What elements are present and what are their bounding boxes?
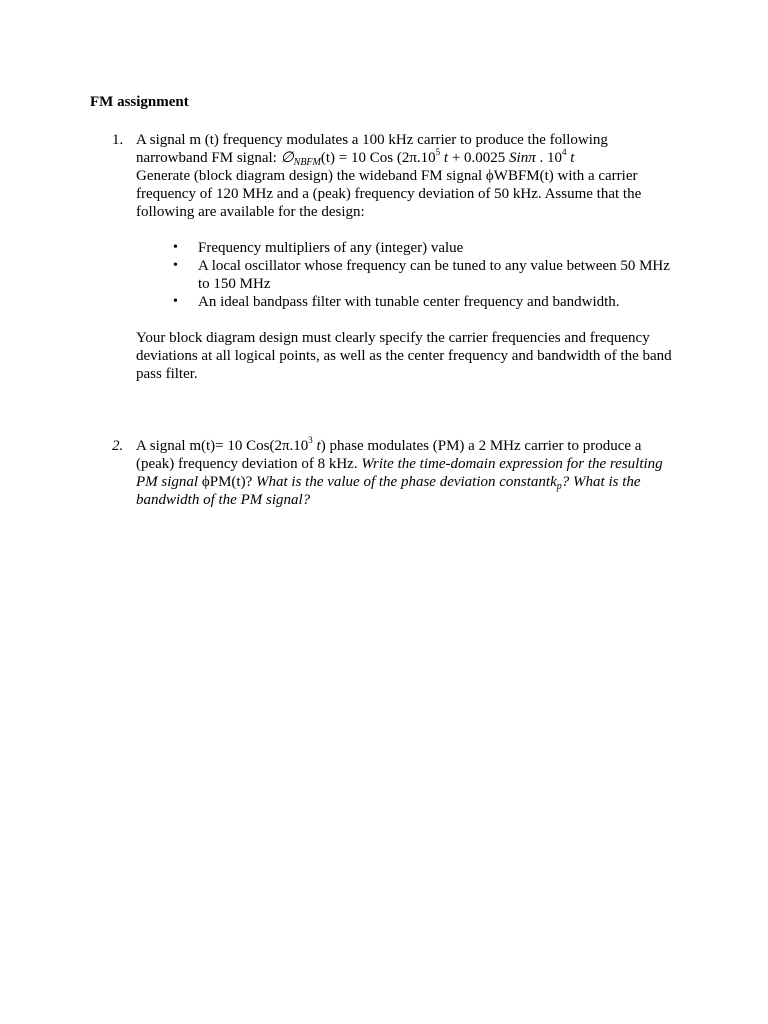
text-run: . 10 — [535, 150, 562, 166]
text-line: deviations at all logical points, as well as the center frequency and bandwidth of the band — [136, 348, 672, 364]
italic-run: ? What is the — [561, 474, 641, 490]
text-line — [136, 455, 680, 473]
kp-subscript: p — [556, 481, 562, 492]
equation-line — [136, 437, 680, 455]
italic-run: Write the time-domain expression for the resulting — [361, 456, 663, 472]
bullet-text: A local oscillator whose frequency can be tuned to any value between 50 MHz — [198, 258, 670, 274]
text-run: A signal m(t)= 10 Cos(2π.10 — [136, 438, 309, 454]
text-line: pass filter. — [136, 366, 198, 382]
sin-pi: Sinπ — [509, 150, 536, 166]
text-run: ϕPM(t)? — [201, 474, 256, 490]
text-run: narrowband FM signal: — [136, 150, 281, 166]
bullet-icon: • — [173, 294, 178, 309]
bullet-item — [136, 257, 680, 293]
exponent: 5 — [435, 147, 441, 157]
question-body — [136, 131, 680, 383]
text-line: frequency of 120 MHz and a (peak) frequency deviation of 50 kHz. Assume that the — [136, 186, 642, 202]
page-title: FM assignment — [90, 94, 189, 110]
question-number: 1. — [112, 132, 124, 148]
bullet-list — [136, 239, 680, 311]
text-run: (t) = 10 Cos (2π.10 — [320, 150, 436, 166]
question-number: 2. — [112, 438, 124, 454]
bullet-item — [136, 239, 680, 257]
text-line: A signal m (t) frequency modulates a 100 kHz carrier to produce the following — [136, 132, 608, 148]
text-line: Generate (block diagram design) the wideband FM signal ϕWBFM(t) with a carrier — [136, 168, 638, 184]
equation-line — [136, 149, 680, 167]
closing-paragraph — [136, 329, 680, 383]
exponent: 4 — [561, 147, 567, 157]
bullet-text: An ideal bandpass filter with tunable center frequency and bandwidth. — [198, 294, 620, 310]
bullet-text: Frequency multipliers of any (integer) value — [198, 240, 464, 256]
question-body — [136, 437, 680, 509]
text-run: (peak) frequency deviation of 8 kHz. — [136, 456, 362, 472]
italic-run: What is the value of the phase deviation constant — [255, 474, 551, 490]
bullet-icon: • — [173, 258, 178, 273]
nbfm-subscript: NBFM — [293, 157, 321, 168]
exponent: 3 — [308, 435, 313, 445]
text-line — [136, 473, 680, 491]
variable-t: t — [312, 438, 321, 454]
text-line: following are available for the design: — [136, 204, 365, 220]
kp-symbol: k — [550, 474, 557, 490]
bullet-text: to 150 MHz — [198, 276, 271, 292]
phi-symbol: ∅ — [280, 150, 294, 166]
italic-run: PM signal — [136, 474, 202, 490]
variable-t: t — [440, 150, 449, 166]
bullet-icon: • — [173, 240, 178, 255]
text-line: Your block diagram design must clearly specify the carrier frequencies and frequency — [136, 330, 650, 346]
text-run: + 0.0025 — [448, 150, 510, 166]
text-run: ) phase modulates (PM) a 2 MHz carrier to produce a — [320, 438, 642, 454]
text-line: bandwidth of the PM signal? — [136, 492, 311, 508]
variable-t: t — [566, 150, 575, 166]
bullet-item — [136, 293, 680, 311]
